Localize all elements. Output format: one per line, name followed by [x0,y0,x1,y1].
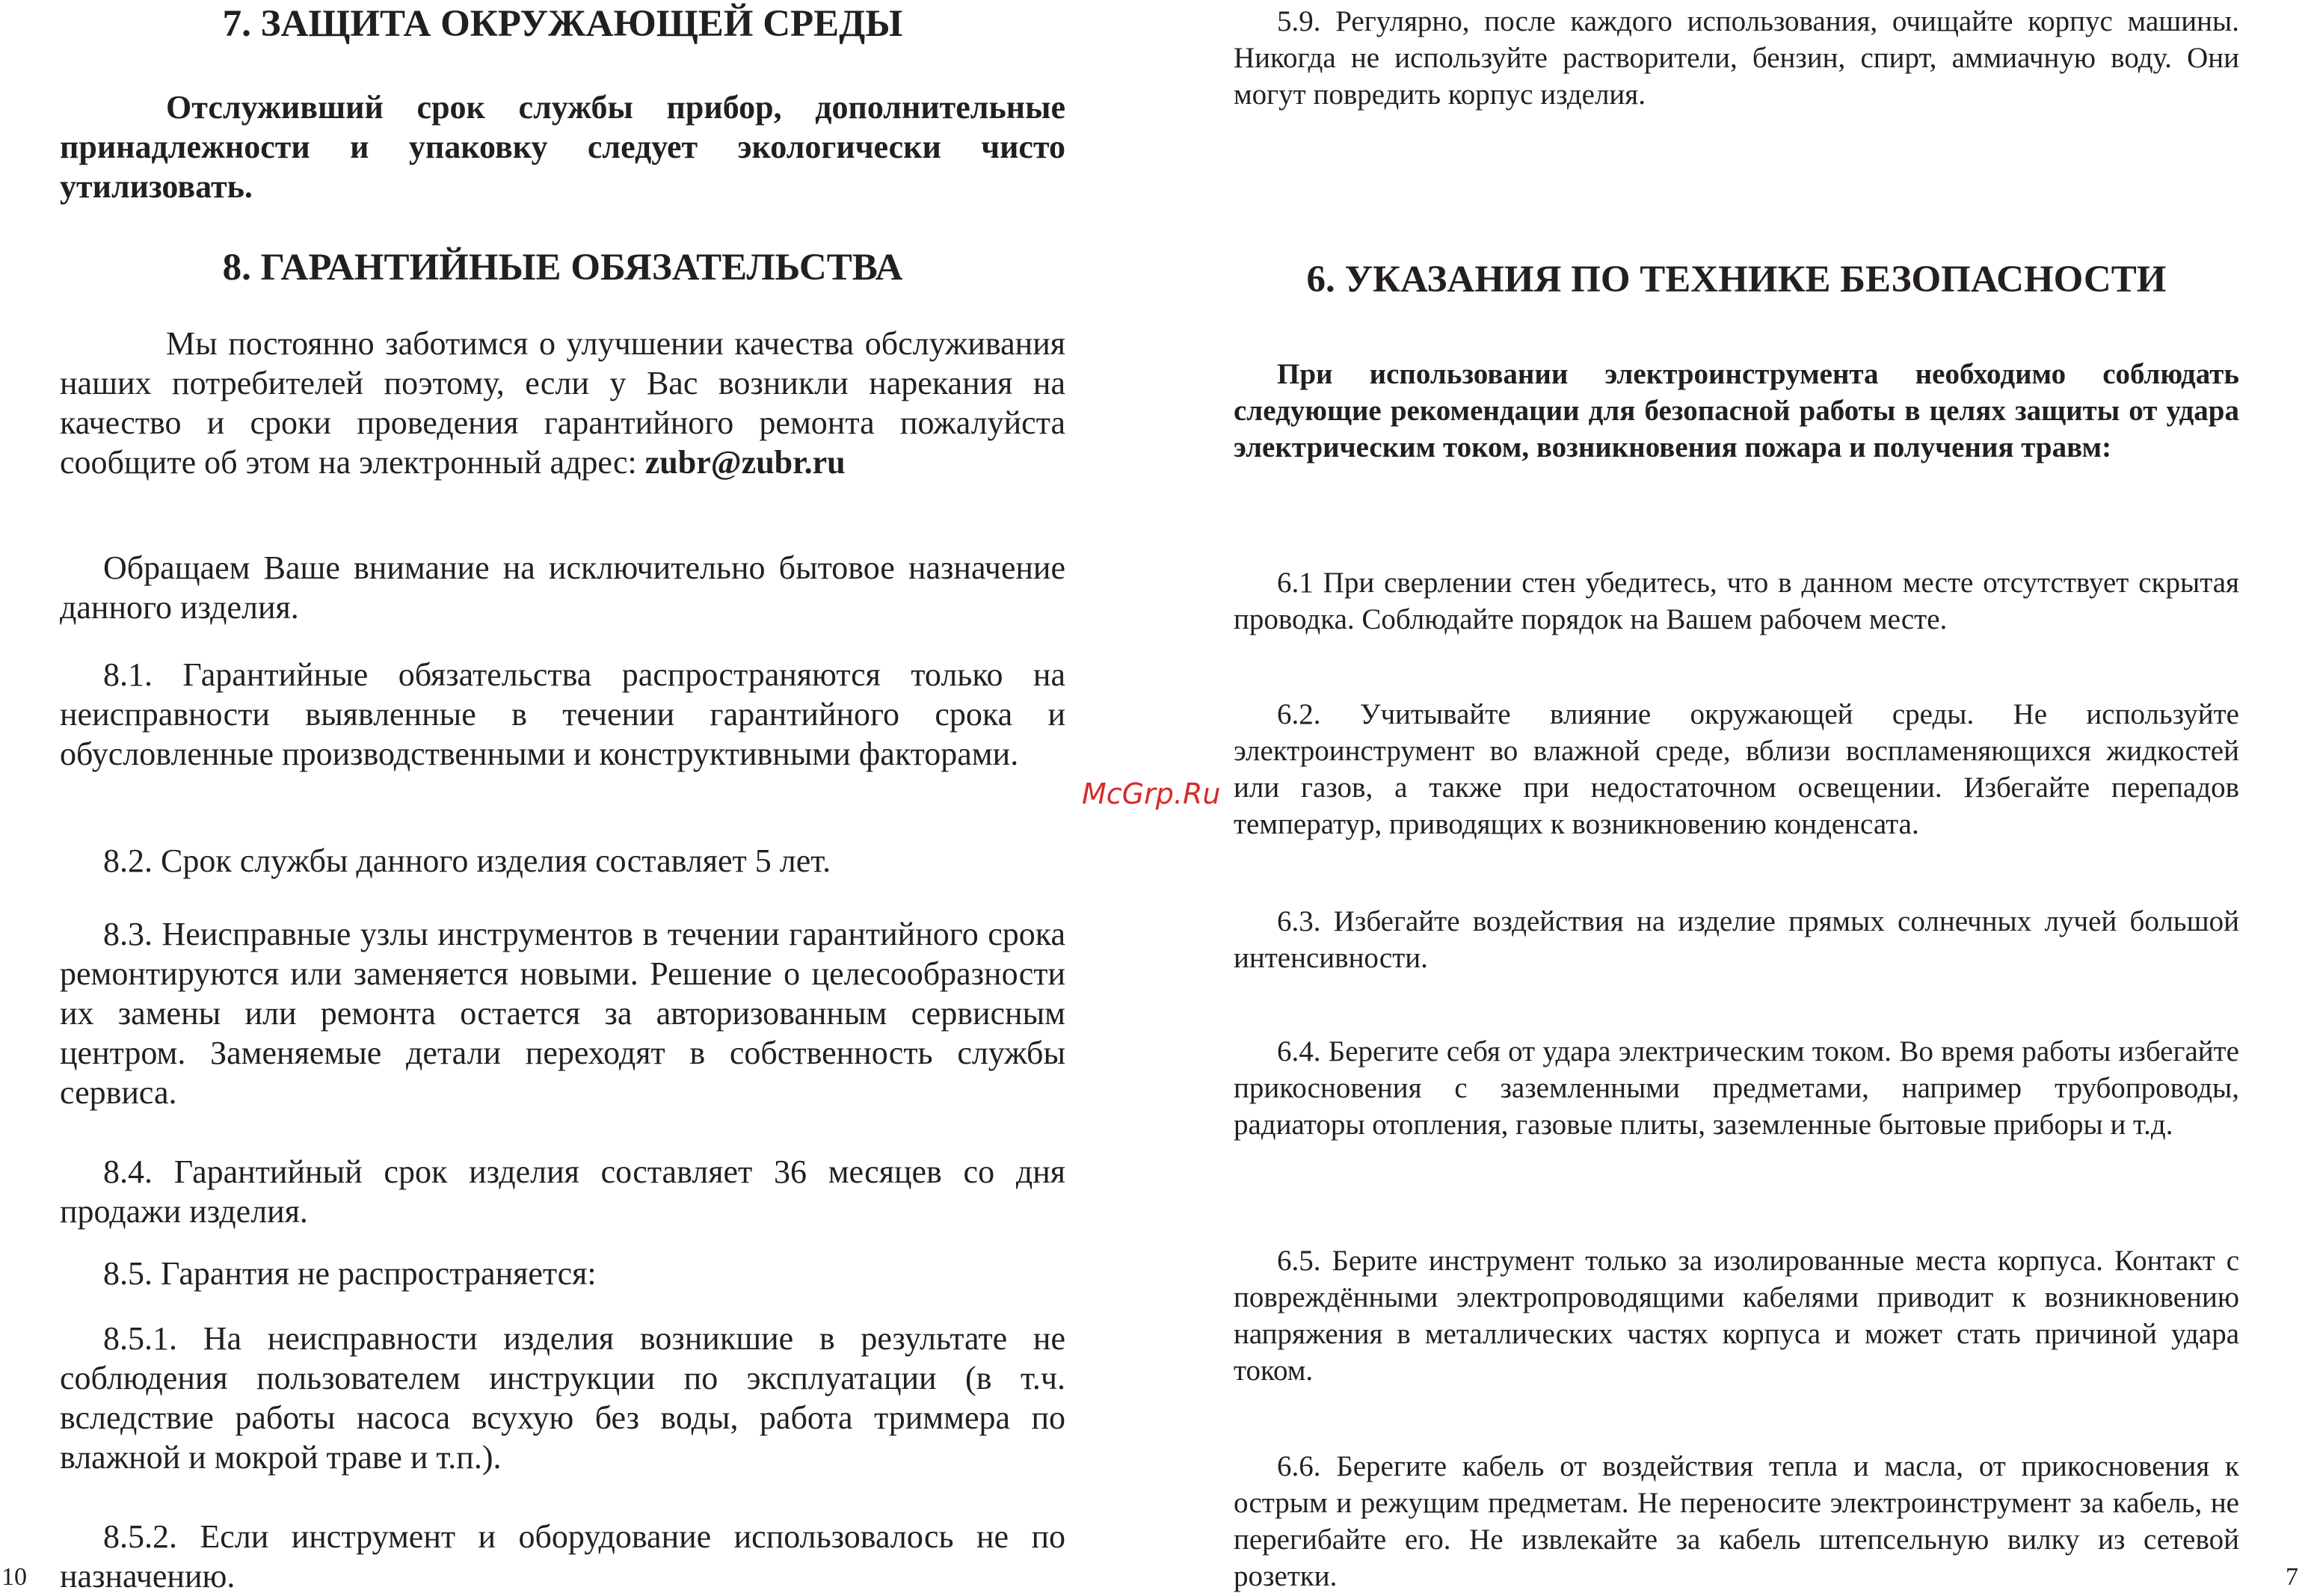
paragraph-6-1: 6.1 При сверлении стен убедитесь, что в данном месте отсутствует скрытая проводка. Соблюдайте порядок на Вашем рабочем месте. [1234,567,2239,635]
paragraph-6-4: 6.4. Берегите себя от удара электрическим током. Во время работы избегайте прикосновения с заземленными предметами, например трубопроводы, радиаторы отопления, газовые плиты, заземленные бытовые приборы и т.д. [1234,1035,2239,1141]
section7-title: 7. ЗАЩИТА ОКРУЖАЮЩЕЙ СРЕДЫ [222,3,903,45]
left-page-number: 10 [1,1563,27,1591]
paragraph-6-3: 6.3. Избегайте воздействия на изделие прямых солнечных лучей большой интенсивности. [1234,905,2239,974]
section7-text: Отслуживший срок службы прибор, дополнительные принадлежности и упаковку следует экологически чисто утилизовать. [60,89,1065,205]
section6-title: 6. УКАЗАНИЯ ПО ТЕХНИКЕ БЕЗОПАСНОСТИ [1306,259,2167,301]
email-address: zubr@zubr.ru [644,444,846,481]
paragraph-6-5: 6.5. Берите инструмент только за изолированные места корпуса. Контакт с повреждёнными электропроводящими кабелями приводит к возникновению напряжения в металлических частях корпуса и может стать причиной удара током. [1234,1245,2239,1387]
paragraph-8-2: 8.2. Срок службы данного изделия составляет 5 лет. [103,842,831,879]
section6-intro: При использовании электроинструмента необходимо соблюдать следующие рекомендации для безопасной работы в целях защиты от удара электрическим током, возникновения пожара и получения травм: [1234,358,2239,463]
notice-paragraph: Обращаем Ваше внимание на исключительно бытовое назначение данного изделия. [60,549,1065,626]
paragraph-6-2: 6.2. Учитывайте влияние окружающей среды. Не используйте электроинструмент во влажной среде, вблизи воспламеняющихся жидкостей или газов, а также при недостаточном освещении. Избегайте перепадов температур, приводящих к возникновению конденсата. [1234,698,2239,840]
section8-title: 8. ГАРАНТИЙНЫЕ ОБЯЗАТЕЛЬСТВА [222,247,903,289]
paragraph-8-5-1: 8.5.1. На неисправности изделия возникшие в результате не соблюдения пользователем инструкции по эксплуатации (в т.ч. вследствие работы насоса всухую без воды, работа триммера по влажной и мокрой траве и т.п.). [60,1320,1065,1476]
watermark-text: McGrp.Ru [1082,777,1221,810]
section8-intro [60,324,1065,482]
intro-text: Мы постоянно заботимся о улучшении качества обслуживания наших потребителей поэтому, если у Вас возникли нарекания на качество и сроки проведения гарантийного ремонта пожалуйста сообщите об этом на электронный адрес: [60,325,1065,481]
paragraph-8-1: 8.1. Гарантийные обязательства распространяются только на неисправности выявленные в течении гарантийного срока и обусловленные производственными и конструктивными факторами. [60,656,1065,772]
paragraph-8-5: 8.5. Гарантия не распространяется: [103,1255,597,1292]
paragraph-8-4: 8.4. Гарантийный срок изделия составляет 36 месяцев со дня продажи изделия. [60,1153,1065,1230]
paragraph-8-5-2: 8.5.2. Если инструмент и оборудование использовалось не по назначению. [60,1518,1065,1595]
paragraph-6-6: 6.6. Берегите кабель от воздействия тепла и масла, от прикосновения к острым и режущим предметам. Не переносите электроинструмент за кабель, не перегибайте его. Не извлекайте за кабель штепсельную вилку из сетевой розетки. [1234,1450,2239,1592]
paragraph-8-3: 8.3. Неисправные узлы инструментов в течении гарантийного срока ремонтируются или заменяется новыми. Решение о целесообразности их замены или ремонта остается за авторизованным сервисным центром. Заменяемые детали переходят в собственность службы сервиса. [60,916,1065,1111]
right-page-number: 7 [2286,1563,2298,1591]
paragraph-5-9: 5.9. Регулярно, после каждого использования, очищайте корпус машины. Никогда не используйте растворители, бензин, спирт, аммиачную воду. Они могут повредить корпус изделия. [1234,5,2239,111]
